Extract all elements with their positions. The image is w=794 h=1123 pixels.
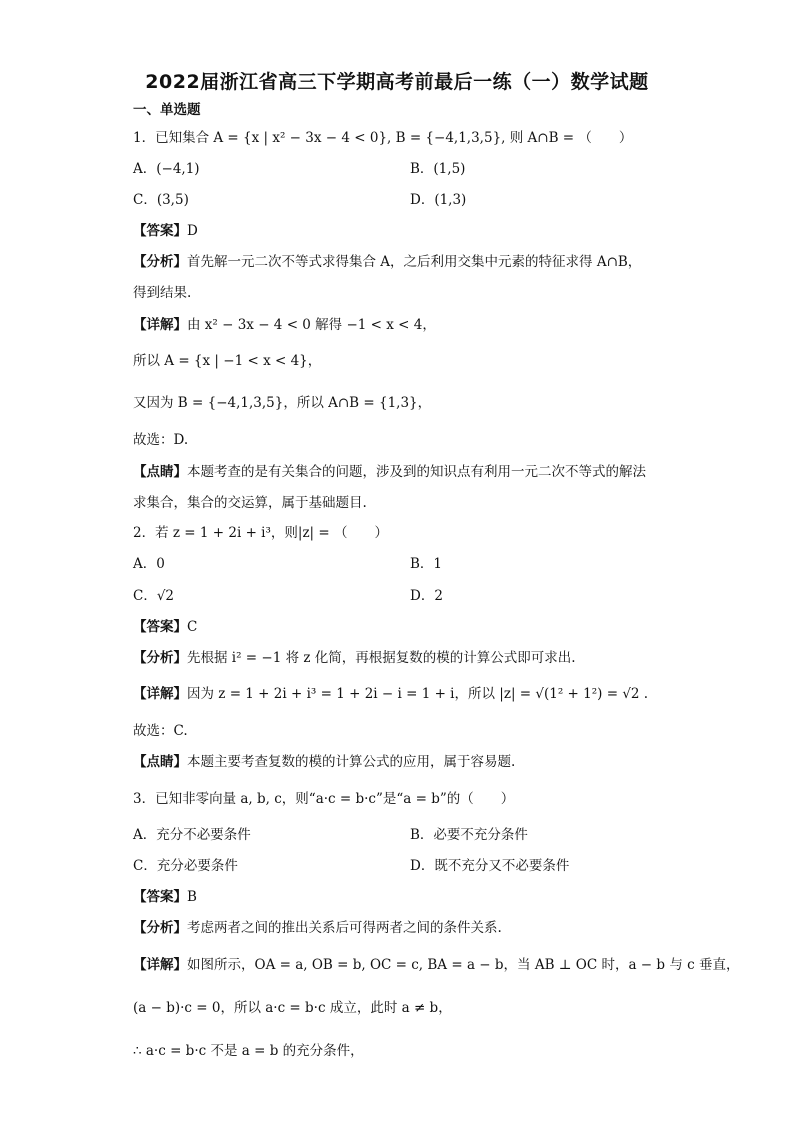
q3-option-a: A．充分不必要条件 (133, 827, 251, 843)
answer-tag: 【答案】 (133, 619, 187, 635)
q1-detail-line-3: 又因为 B = {−4,1,3,5}，所以 A∩B = {1,3}， (133, 395, 432, 411)
section-heading: 一、单选题 (133, 102, 201, 118)
analysis-text: 先根据 i² = −1 将 z 化简，再根据复数的模的计算公式即可求出. (187, 650, 576, 666)
detail-tag: 【详解】 (133, 317, 187, 333)
q2-detail-line-1 (133, 684, 648, 704)
q3-detail-line-2: (a − b)·c = 0，所以 a·c = b·c 成立，此时 a ≠ b， (133, 1000, 452, 1016)
answer-value: D (187, 223, 198, 239)
q2-comment-line-1 (133, 752, 515, 772)
detail-text: 如图所示，OA = a, OB = b, OC = c, BA = a − b，当 AB ⊥ OC 时，a − b 与 c 垂直， (187, 957, 740, 973)
q2-answer (133, 617, 197, 637)
detail-tag: 【详解】 (133, 957, 187, 973)
analysis-tag: 【分析】 (133, 650, 187, 666)
answer-tag: 【答案】 (133, 889, 187, 905)
q3-option-d: D．既不充分又不必要条件 (410, 858, 570, 874)
comment-tag: 【点睛】 (133, 754, 187, 770)
q1-option-d: D．(1,3) (410, 192, 467, 208)
q1-option-a: A．(−4,1) (133, 161, 200, 177)
comment-tag: 【点睛】 (133, 464, 187, 480)
q1-option-c: C．(3,5) (133, 192, 189, 208)
page-title: 2022届浙江省高三下学期高考前最后一练（一）数学试题 (145, 71, 649, 93)
q2-option-a: A．0 (133, 556, 165, 572)
detail-text: 由 x² − 3x − 4 < 0 解得 −1 < x < 4， (187, 317, 436, 333)
q1-comment-line-2: 求集合，集合的交运算，属于基础题目. (133, 495, 367, 511)
q2-detail-line-2: 故选：C. (133, 723, 188, 739)
answer-tag: 【答案】 (133, 223, 187, 239)
q1-answer (133, 221, 198, 241)
analysis-tag: 【分析】 (133, 254, 187, 270)
comment-text: 本题考查的是有关集合的问题，涉及到的知识点有利用一元二次不等式的解法 (187, 464, 646, 480)
answer-value: B (187, 889, 197, 905)
answer-value: C (187, 619, 198, 635)
comment-text: 本题主要考查复数的模的计算公式的应用，属于容易题. (187, 754, 516, 770)
q2-option-c: C．√2 (133, 588, 175, 604)
q2-stem: 2．若 z = 1 + 2i + i³，则|z| = （ ） (133, 525, 389, 541)
q3-option-c: C．充分必要条件 (133, 858, 238, 874)
q3-detail-line-1 (133, 955, 739, 975)
q2-analysis-line-1 (133, 648, 576, 668)
q3-analysis-line-1 (133, 918, 502, 938)
analysis-tag: 【分析】 (133, 920, 187, 936)
q1-detail-line-1 (133, 315, 436, 335)
analysis-text: 考虑两者之间的推出关系后可得两者之间的条件关系. (187, 920, 502, 936)
q1-comment-line-1 (133, 462, 646, 482)
q3-detail-line-3: ∴ a·c = b·c 不是 a = b 的充分条件， (133, 1043, 364, 1059)
q2-option-d: D．2 (410, 588, 443, 604)
detail-text: 因为 z = 1 + 2i + i³ = 1 + 2i − i = 1 + i，所以 |z| = √(1² + 1²) = √2 . (187, 686, 649, 702)
q1-option-b: B．(1,5) (410, 161, 466, 177)
q3-answer (133, 887, 197, 907)
q3-option-b: B．必要不充分条件 (410, 827, 528, 843)
q1-stem: 1．已知集合 A = {x | x² − 3x − 4 < 0}, B = {−4,1,3,5}, 则 A∩B = （ ） (133, 130, 633, 146)
detail-tag: 【详解】 (133, 686, 187, 702)
q3-stem: 3．已知非零向量 a, b, c，则“a·c = b·c”是“a = b”的（ ） (133, 791, 515, 807)
q1-detail-line-2: 所以 A = {x | −1 < x < 4}， (133, 353, 322, 369)
q1-analysis-line-1 (133, 252, 641, 272)
q1-analysis-line-2: 得到结果. (133, 285, 192, 301)
q2-option-b: B．1 (410, 556, 443, 572)
analysis-text: 首先解一元二次不等式求得集合 A，之后利用交集中元素的特征求得 A∩B， (187, 254, 642, 270)
q1-detail-line-4: 故选：D. (133, 432, 189, 448)
